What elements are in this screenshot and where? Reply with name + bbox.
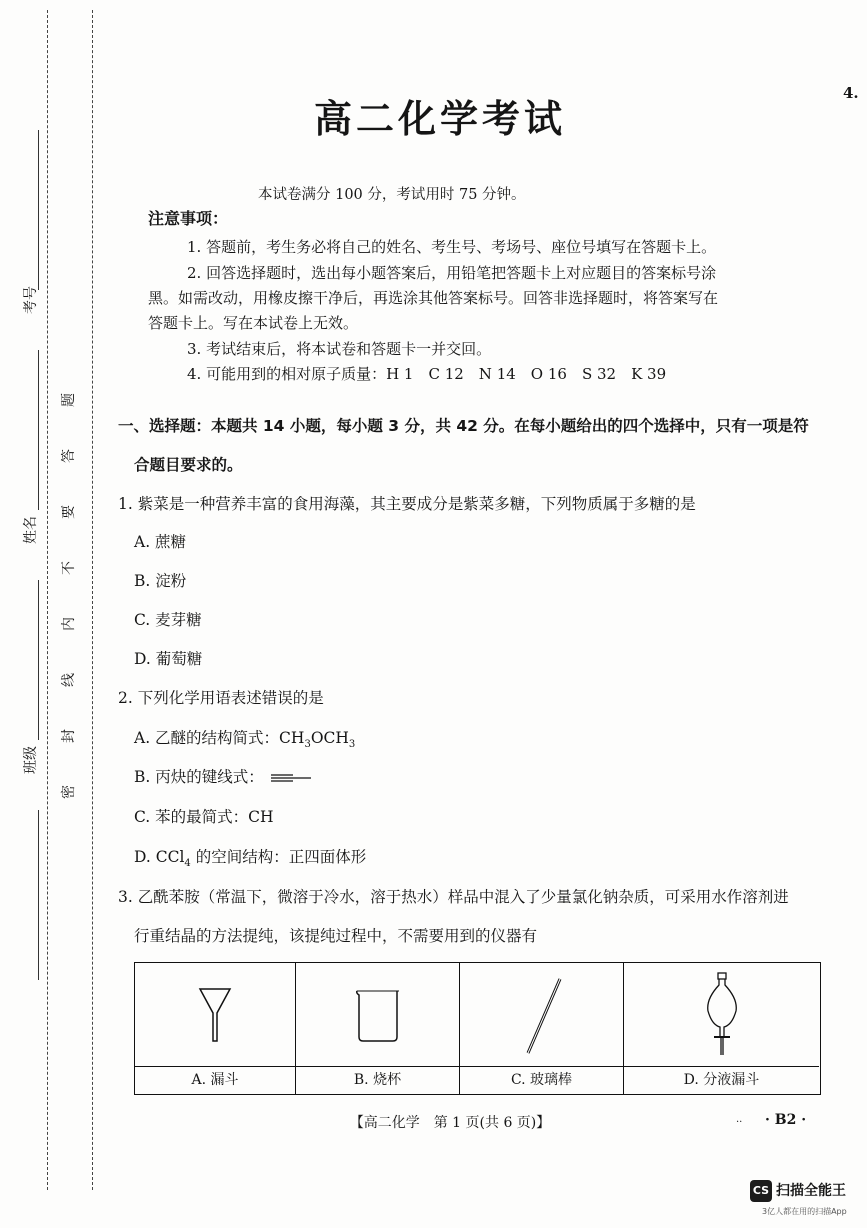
notice-line: 3. 考试结束后，将本试卷和答题卡一并交回。 [187, 340, 492, 358]
banji-underline [38, 580, 39, 740]
extra-underline [38, 810, 39, 980]
propyne-skeletal-icon [269, 772, 313, 784]
notice-heading: 注意事项： [148, 209, 229, 228]
instrument-table [134, 962, 821, 1095]
scanner-tagline: 3亿人都在用的扫描App [762, 1207, 847, 1216]
instrument-label-b: B. 烧杯 [296, 1066, 459, 1094]
kaohao-underline [38, 130, 39, 290]
kaohao-label: 考号 [23, 286, 39, 314]
banji-label: 班级 [23, 746, 39, 774]
q2-a-sub2: 3 [348, 739, 356, 751]
instrument-cell-c [460, 963, 624, 1094]
glass-rod-icon [520, 975, 570, 1057]
separatory-funnel-icon [702, 971, 742, 1061]
q2-stem: 2. 下列化学用语表述错误的是 [118, 689, 324, 707]
q2-a-text: A. 乙醚的结构简式：CH [134, 729, 305, 747]
instrument-cell-a [135, 963, 296, 1094]
q2-a-sub: 3 [304, 739, 311, 751]
q2-d-text: D. CCl [134, 848, 185, 866]
q2-d-text-suffix: 的空间结构：正四面体形 [190, 848, 367, 866]
seal-char: 封 [61, 729, 77, 743]
exam-title: 高二化学考试 [313, 97, 566, 141]
section-heading-cont: 合题目要求的。 [134, 456, 243, 474]
seal-char: 要 [61, 505, 77, 519]
scanner-app-name: 扫描全能王 [776, 1183, 846, 1199]
seal-char: 题 [61, 393, 77, 407]
q2-b-text: B. 丙炔的键线式： [134, 768, 264, 786]
q2-option-b [134, 765, 313, 787]
xingming-label: 姓名 [23, 516, 39, 544]
notice-line: 1. 答题前，考生务必将自己的姓名、考生号、考场号、座位号填写在答题卡上。 [187, 238, 717, 256]
instrument-label-a: A. 漏斗 [135, 1066, 295, 1094]
notice-line: 4. 可能用到的相对原子质量：H 1 C 12 N 14 O 16 S 32 K 39 [187, 365, 667, 383]
binding-dashed-line [47, 10, 48, 1190]
q1-option-d: D. 葡萄糖 [134, 650, 203, 668]
q3-stem-cont: 行重结晶的方法提纯，该提纯过程中，不需要用到的仪器有 [134, 927, 538, 945]
camscanner-logo-icon: CS [750, 1180, 772, 1202]
binding-dashed-line-inner [92, 10, 93, 1190]
notice-line: 黑。如需改动，用橡皮擦干净后，再选涂其他答案标号。回答非选择题时，将答案写在 [148, 289, 719, 307]
footer-dots: .. [736, 1114, 743, 1125]
q1-option-b: B. 淀粉 [134, 572, 187, 590]
q1-option-a: A. 蔗糖 [134, 533, 187, 551]
funnel-icon [195, 985, 235, 1045]
q1-option-c: C. 麦芽糖 [134, 611, 202, 629]
paper-code: · B2 · [765, 1112, 807, 1128]
seal-char: 答 [61, 449, 77, 463]
score-line: 本试卷满分 100 分，考试用时 75 分钟。 [258, 187, 526, 203]
xingming-underline [38, 350, 39, 510]
seal-char: 线 [61, 673, 77, 687]
section-heading: 一、选择题：本题共 14 小题，每小题 3 分，共 42 分。在每小题给出的四个选择中，只有一项是符 [118, 417, 809, 435]
q2-option-c: C. 苯的最简式：CH [134, 808, 274, 826]
seal-char: 不 [61, 561, 77, 575]
instrument-cell-d [624, 963, 819, 1094]
q2-a-text-mid: OCH [310, 729, 349, 747]
seal-char: 密 [61, 785, 77, 799]
seal-char: 内 [61, 617, 77, 631]
q2-option-d [134, 845, 366, 869]
next-page-corner: 4. [843, 84, 859, 102]
instrument-cell-b [296, 963, 460, 1094]
notice-line: 2. 回答选择题时，选出每小题答案后，用铅笔把答题卡上对应题目的答案标号涂 [187, 264, 717, 282]
q3-stem: 3. 乙酰苯胺（常温下，微溶于冷水，溶于热水）样品中混入了少量氯化钠杂质，可采用水作溶剂进 [118, 888, 789, 906]
q2-d-sub: 4 [184, 858, 191, 870]
instrument-label-d: D. 分液漏斗 [624, 1066, 819, 1094]
beaker-icon [353, 987, 403, 1045]
instrument-label-c: C. 玻璃棒 [460, 1066, 623, 1094]
q2-option-a [134, 726, 355, 750]
page-footer: 【高二化学 第 1 页(共 6 页)】 [349, 1115, 551, 1131]
q1-stem: 1. 紫菜是一种营养丰富的食用海藻，其主要成分是紫菜多糖，下列物质属于多糖的是 [118, 495, 696, 513]
notice-line: 答题卡上。写在本试卷上无效。 [148, 314, 359, 332]
